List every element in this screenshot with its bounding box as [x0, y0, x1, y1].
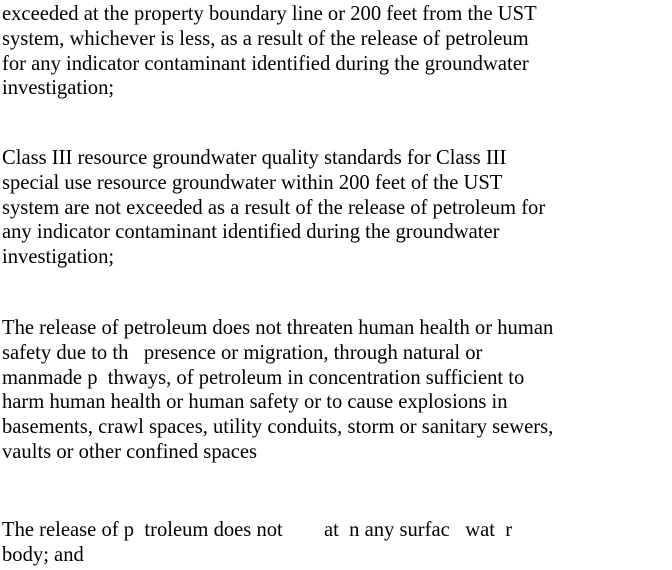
paragraph-class-iii-standards: [2, 146, 670, 270]
text-line: vaults or other confined spaces: [2, 440, 258, 463]
text-line: exceeded at the property boundary line or 200 feet from the UST: [2, 3, 537, 25]
text-line: for any indicator contaminant identified during the groundwater: [2, 52, 529, 75]
paragraph-boundary-exceedance: [2, 2, 670, 101]
text-line: basements, crawl spaces, utility conduits, storm or sanitary sewers,: [2, 416, 554, 439]
text-line: investigation;: [2, 77, 115, 100]
paragraph-human-health: [2, 316, 670, 465]
text-line: manmade p thways, of petroleum in concentration sufficient to: [2, 366, 525, 389]
text-line: The release of p troleum does not at n any surfac wat r: [2, 519, 513, 541]
text-line: harm human health or human safety or to cause explosions in: [2, 391, 508, 414]
paragraph-surface-water: [2, 518, 670, 568]
text-line: The release of petroleum does not threaten human health or human: [2, 317, 554, 339]
text-line: safety due to th presence or migration, through natural or: [2, 341, 483, 364]
text-line: any indicator contaminant identified during the groundwater: [2, 221, 500, 244]
text-line: system are not exceeded as a result of the release of petroleum for: [2, 196, 546, 219]
text-line: system, whichever is less, as a result of the release of petroleum: [2, 27, 529, 50]
text-line: body; and: [2, 543, 84, 566]
text-line: special use resource groundwater within 200 feet of the UST: [2, 171, 503, 194]
text-line: Class III resource groundwater quality standards for Class III: [2, 147, 507, 169]
text-line: investigation;: [2, 246, 115, 269]
